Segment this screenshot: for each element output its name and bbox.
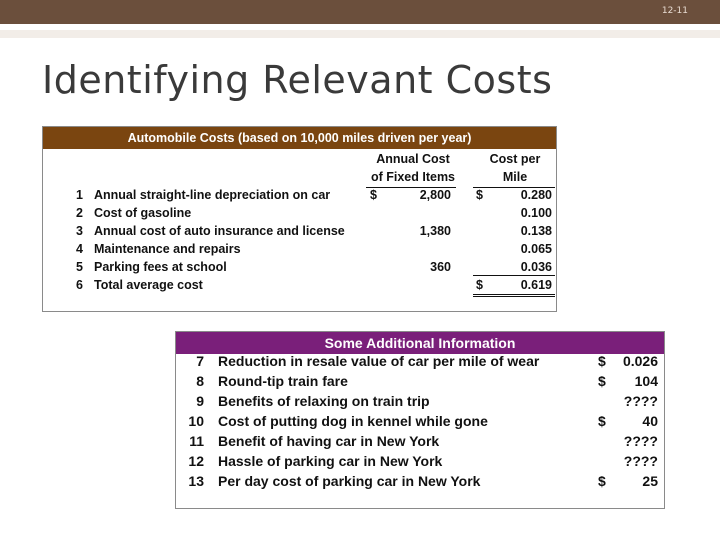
row-description: Reduction in resale value of car per mile of wear [218, 353, 540, 369]
table2-header: Some Additional Information [176, 332, 664, 354]
dollar-sign: $ [476, 278, 483, 292]
table2-row [176, 473, 666, 493]
total-double-underline-1 [473, 294, 555, 295]
row-value: ???? [623, 453, 658, 469]
row-number: 3 [76, 224, 83, 238]
row-description: Parking fees at school [94, 260, 227, 274]
table2-row [176, 453, 666, 473]
dollar-sign: $ [598, 473, 606, 489]
table2-row [176, 353, 666, 373]
top-bar-stripe [0, 30, 720, 38]
row-number: 5 [76, 260, 83, 274]
total-double-underline-2 [473, 296, 555, 297]
additional-information-table [175, 331, 665, 509]
row-description: Total average cost [94, 278, 203, 292]
row-number: 10 [188, 413, 204, 429]
per-mile-value: 0.138 [520, 224, 552, 238]
row-description: Annual cost of auto insurance and license [94, 224, 345, 238]
table1-row [43, 206, 558, 224]
total-underline-top [473, 275, 555, 276]
row-number: 4 [76, 242, 83, 256]
table1-row [43, 224, 558, 242]
row-number: 11 [189, 433, 204, 449]
annual-cost-value: 360 [430, 260, 451, 274]
automobile-costs-table [42, 126, 557, 312]
per-mile-value: 0.100 [520, 206, 552, 220]
row-description: Maintenance and repairs [94, 242, 241, 256]
table2-row [176, 413, 666, 433]
row-description: Benefit of having car in New York [218, 433, 440, 449]
row-value: 104 [634, 373, 658, 389]
row-description: Annual straight-line depreciation on car [94, 188, 331, 202]
row-description: Benefits of relaxing on train trip [218, 393, 430, 409]
row-value: 0.026 [622, 353, 658, 369]
row-description: Cost of putting dog in kennel while gone [218, 413, 488, 429]
per-mile-value: 0.280 [520, 188, 552, 202]
per-mile-value: 0.619 [520, 278, 552, 292]
row-description: Cost of gasoline [94, 206, 192, 220]
slide-title: Identifying Relevant Costs [42, 58, 553, 102]
row-description: Hassle of parking car in New York [218, 453, 443, 469]
annual-cost-value: 1,380 [419, 224, 451, 238]
row-number: 13 [188, 473, 204, 489]
col-cost-per-mile-head-2: Mile [502, 170, 528, 184]
row-number: 2 [76, 206, 83, 220]
row-number: 6 [76, 278, 83, 292]
row-description: Round-tip train fare [218, 373, 348, 389]
col-annual-cost-head-1: Annual Cost [376, 152, 450, 166]
top-bar [0, 0, 720, 24]
table1-header: Automobile Costs (based on 10,000 miles driven per year) [43, 127, 556, 149]
dollar-sign: $ [598, 353, 606, 369]
annual-cost-value: 2,800 [419, 188, 451, 202]
row-value: ???? [623, 393, 658, 409]
col-cost-per-mile-head-1: Cost per [489, 152, 541, 166]
row-number: 12 [188, 453, 204, 469]
table1-row [43, 242, 558, 260]
row-number: 7 [196, 353, 204, 369]
row-value: 40 [642, 413, 658, 429]
row-description: Per day cost of parking car in New York [218, 473, 481, 489]
table2-row [176, 433, 666, 453]
per-mile-value: 0.065 [520, 242, 552, 256]
table1-row [43, 188, 558, 206]
slide-number: 12-11 [661, 6, 688, 16]
dollar-sign: $ [476, 188, 483, 202]
row-value: ???? [623, 433, 658, 449]
dollar-sign: $ [370, 188, 377, 202]
row-number: 1 [76, 188, 83, 202]
row-number: 9 [196, 393, 204, 409]
table2-row [176, 393, 666, 413]
table2-row [176, 373, 666, 393]
col-annual-cost-head-2: of Fixed Items [370, 170, 456, 184]
dollar-sign: $ [598, 373, 606, 389]
dollar-sign: $ [598, 413, 606, 429]
per-mile-value: 0.036 [520, 260, 552, 274]
row-value: 25 [642, 473, 658, 489]
row-number: 8 [196, 373, 204, 389]
